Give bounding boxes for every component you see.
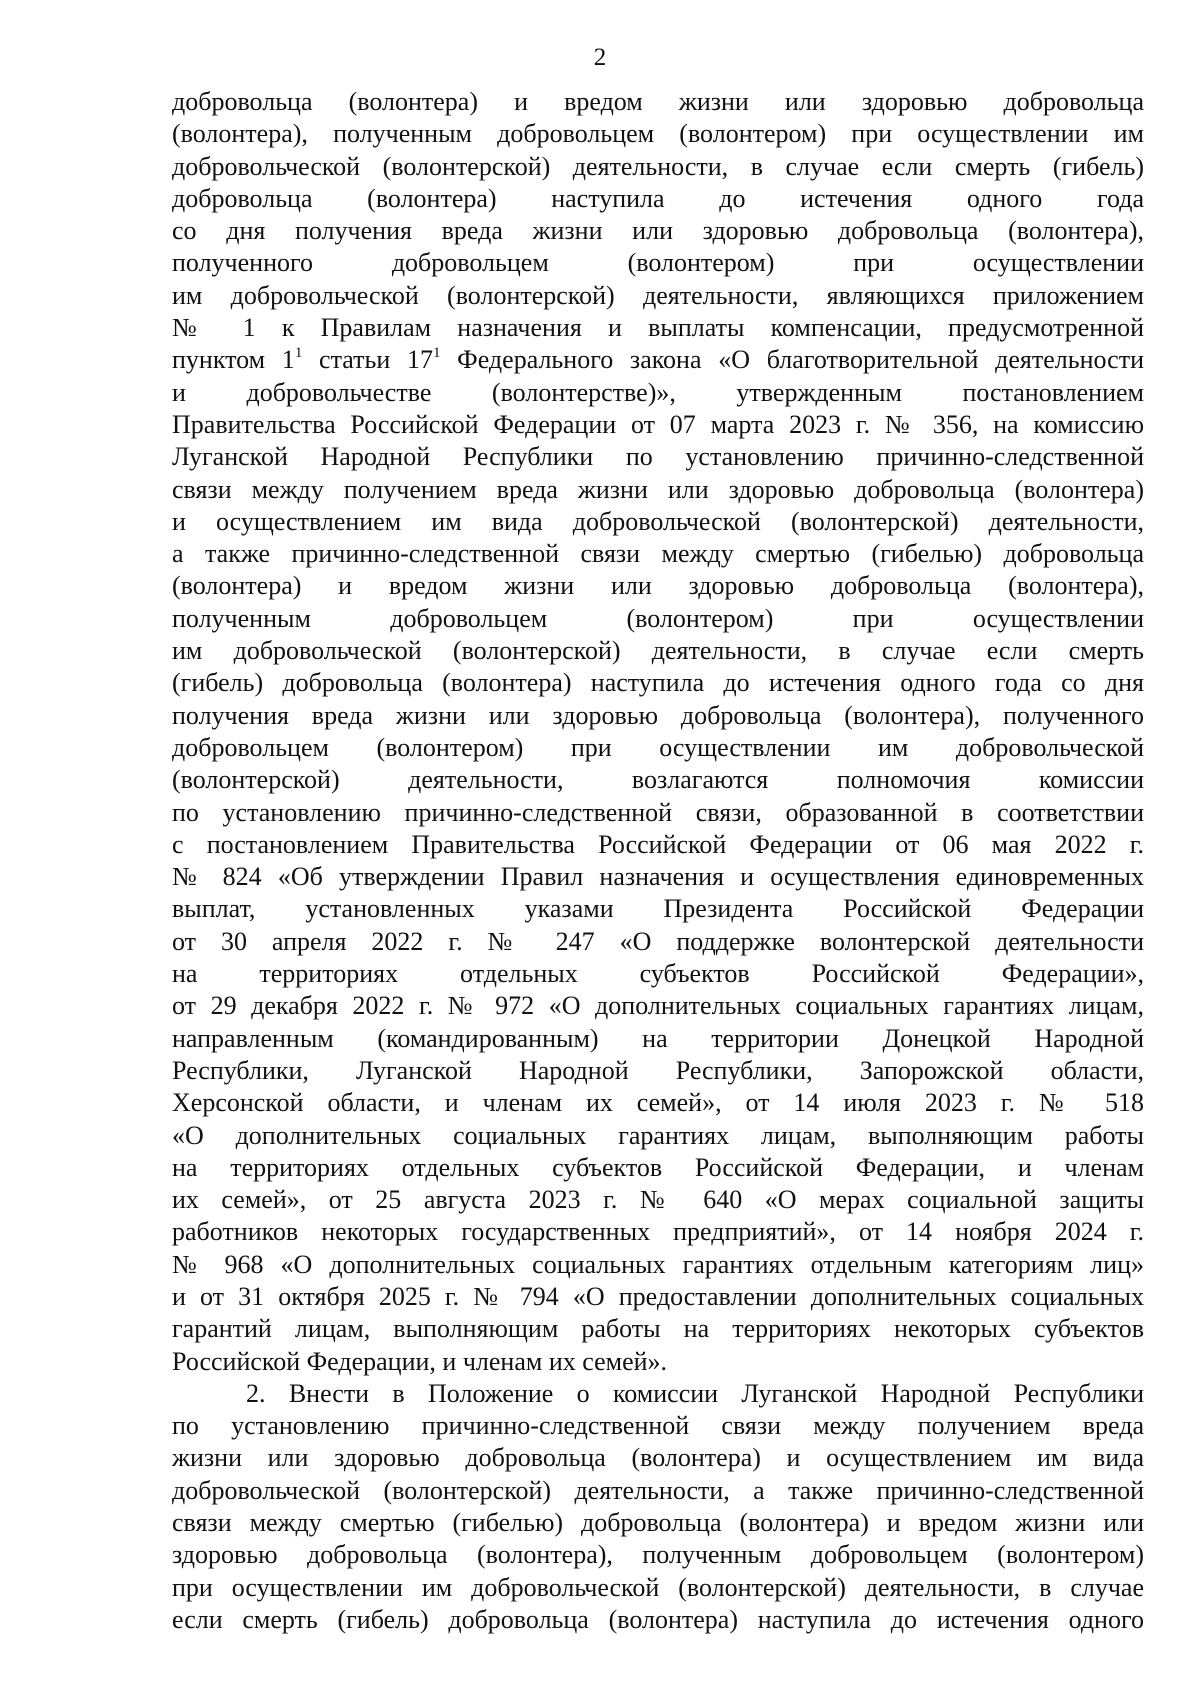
text-line: (волонтерской) деятельности, возлагаются полномочия комиссии bbox=[172, 765, 1144, 795]
text-line: полученного добровольцем (волонтером) при осуществлении bbox=[172, 248, 1144, 278]
text-line: 2. Внести в Положение о комиссии Луганской Народной Республики bbox=[246, 1378, 1144, 1408]
superscript: 1 bbox=[432, 345, 441, 362]
text-line-with-superscripts bbox=[172, 344, 1144, 376]
text-line: выплат, установленных указами Президента Российской Федерации bbox=[172, 894, 1144, 924]
text-line: с постановлением Правительства Российской Федерации от 06 мая 2022 г. bbox=[172, 829, 1144, 859]
text-line: на территориях отдельных субъектов Российской Федерации», bbox=[172, 959, 1144, 989]
text-line: связи между получением вреда жизни или здоровью добровольца (волонтера) bbox=[172, 474, 1144, 504]
text-line: при осуществлении им добровольческой (волонтерской) деятельности, в случае bbox=[172, 1572, 1144, 1602]
text-fragment: Федерального закона «О благотворительной деятельности bbox=[440, 345, 1144, 375]
text-line: (волонтера), полученным добровольцем (волонтером) при осуществлении им bbox=[172, 119, 1144, 149]
text-fragment: статьи 17 bbox=[302, 345, 433, 375]
text-line: добровольцем (волонтером) при осуществлении им добровольческой bbox=[172, 732, 1144, 762]
text-line: добровольца (волонтера) наступила до истечения одного года bbox=[172, 183, 1144, 213]
page-number: 2 bbox=[593, 44, 607, 71]
text-line: а также причинно-следственной связи между смертью (гибелью) добровольца bbox=[172, 539, 1144, 569]
text-line: № 968 «О дополнительных социальных гарантиях отдельным категориям лиц» bbox=[172, 1249, 1144, 1279]
text-line: добровольческой (волонтерской) деятельности, а также причинно-следственной bbox=[172, 1475, 1144, 1505]
text-line: Правительства Российской Федерации от 07 марта 2023 г. № 356, на комиссию bbox=[172, 409, 1144, 439]
text-line: и добровольчестве (волонтерстве)», утвержденным постановлением bbox=[172, 377, 1144, 407]
paragraph-1 bbox=[172, 86, 1144, 1378]
text-line: полученным добровольцем (волонтером) при осуществлении bbox=[172, 603, 1144, 633]
text-line: если смерть (гибель) добровольца (волонтера) наступила до истечения одного bbox=[172, 1604, 1144, 1634]
text-line: здоровью добровольца (волонтера), полученным добровольцем (волонтером) bbox=[172, 1540, 1144, 1570]
text-line: по установлению причинно-следственной связи, образованной в соответствии bbox=[172, 797, 1144, 827]
document-body bbox=[172, 86, 1144, 1636]
text-line: Российской Федерации, и членам их семей». bbox=[172, 1346, 668, 1376]
text-line: от 29 декабря 2022 г. № 972 «О дополнительных социальных гарантиях лицам, bbox=[172, 991, 1144, 1021]
text-line: № 1 к Правилам назначения и выплаты компенсации, предусмотренной bbox=[172, 313, 1144, 343]
text-line: Республики, Луганской Народной Республики, Запорожской области, bbox=[172, 1055, 1144, 1085]
paragraph-2 bbox=[172, 1378, 1144, 1636]
text-line: им добровольческой (волонтерской) деятельности, в случае если смерть bbox=[172, 636, 1144, 666]
text-line: добровольческой (волонтерской) деятельности, в случае если смерть (гибель) bbox=[172, 151, 1144, 181]
text-line: получения вреда жизни или здоровью добровольца (волонтера), полученного bbox=[172, 700, 1144, 730]
text-line: гарантий лицам, выполняющим работы на территориях некоторых субъектов bbox=[172, 1314, 1144, 1344]
text-line: направленным (командированным) на территории Донецкой Народной bbox=[172, 1023, 1144, 1053]
text-line: жизни или здоровью добровольца (волонтера) и осуществлением им вида bbox=[172, 1443, 1144, 1473]
text-line: и от 31 октября 2025 г. № 794 «О предоставлении дополнительных социальных bbox=[172, 1281, 1144, 1311]
text-line: их семей», от 25 августа 2023 г. № 640 «О мерах социальной защиты bbox=[172, 1185, 1144, 1215]
text-line: «О дополнительных социальных гарантиях лицам, выполняющим работы bbox=[172, 1120, 1144, 1150]
text-line: и осуществлением им вида добровольческой (волонтерской) деятельности, bbox=[172, 506, 1144, 536]
text-line: связи между смертью (гибелью) добровольца (волонтера) и вредом жизни или bbox=[172, 1508, 1144, 1538]
text-fragment: пунктом 1 bbox=[172, 345, 295, 375]
text-line: Луганской Народной Республики по установлению причинно-следственной bbox=[172, 442, 1144, 472]
text-line: им добровольческой (волонтерской) деятельности, являющихся приложением bbox=[172, 280, 1144, 310]
text-line: (волонтера) и вредом жизни или здоровью добровольца (волонтера), bbox=[172, 571, 1144, 601]
text-line: добровольца (волонтера) и вредом жизни или здоровью добровольца bbox=[172, 87, 1144, 116]
text-line: № 824 «Об утверждении Правил назначения и осуществления единовременных bbox=[172, 862, 1144, 892]
superscript: 1 bbox=[294, 345, 303, 362]
text-line: со дня получения вреда жизни или здоровью добровольца (волонтера), bbox=[172, 216, 1144, 246]
text-line: на территориях отдельных субъектов Российской Федерации, и членам bbox=[172, 1152, 1144, 1182]
text-line: Херсонской области, и членам их семей», от 14 июля 2023 г. № 518 bbox=[172, 1088, 1144, 1118]
text-line: (гибель) добровольца (волонтера) наступила до истечения одного года со дня bbox=[172, 668, 1144, 698]
text-line: от 30 апреля 2022 г. № 247 «О поддержке волонтерской деятельности bbox=[172, 926, 1144, 956]
text-line: по установлению причинно-следственной связи между получением вреда bbox=[172, 1411, 1144, 1441]
text-line: работников некоторых государственных предприятий», от 14 ноября 2024 г. bbox=[172, 1217, 1144, 1247]
